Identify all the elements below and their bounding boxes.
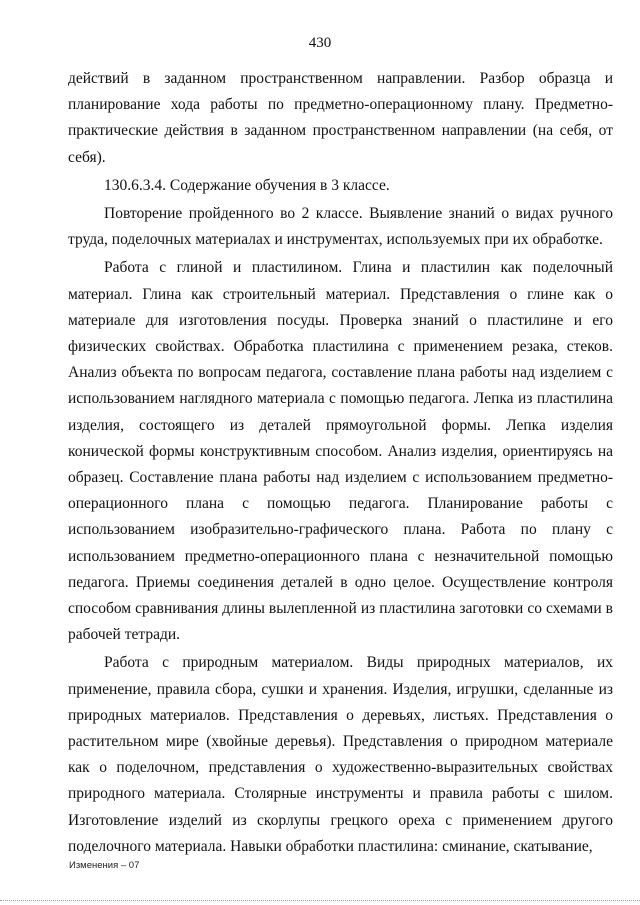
paragraph-natural-material: Работа с природным материалом. Виды природных материалов, их применение, правила сбора, сушки и хранения. Изделия, игрушки, сделанные из природных материалов. Представления о деревьях, листьях. Представления о растительном мире (хвойные деревья). Представления о природном материале как о поделочном, представления о художественно-выразительных свойствах природного материала. Столярные инструменты и правила работы с шилом. Изготовление изделий из скорлупы грецкого ореха с применением другого поделочного материала. Навыки обработки пластилина: сминание, скатывание, — [68, 654, 613, 855]
paragraph-continuation: действий в заданном пространственном направлении. Разбор образца и планирование хода работы по предметно-операционному плану. Предметно-практические действия в заданном пространственном направлении (на себя, от себя). — [68, 70, 613, 166]
footer-note: Изменения – 07 — [69, 860, 140, 871]
paragraph-clay-plasticine: Работа с глиной и пластилином. Глина и пластилин как поделочный материал. Глина как строительный материал. Представления о глине как о материале для изготовления посуды. Проверка знаний о пластилине и его физических свойствах. Обработка пластилина с применением резака, стеков. Анализ объекта по вопросам педагога, составление плана работы над изделием с использованием наглядного материала с помощью педагога. Лепка из пластилина изделия, состоящего из деталей прямоугольной формы. Лепка изделия конической формы конструктивным способом. Анализ изделия, ориентируясь на образец. Составление плана работы над изделием с использованием предметно-операционного плана с помощью педагога. Планирование работы с использованием изобразительно-графического плана. Работа по плану с использованием предметно-операционного плана с незначительной помощью педагога. Приемы соединения деталей в одно целое. Осуществление контроля способом сравнивания длины вылепленной из пластилина заготовки со схемами в рабочей тетради. — [68, 259, 613, 644]
page-bottom-edge — [0, 900, 640, 902]
document-body — [68, 66, 613, 860]
page-number: 430 — [308, 35, 332, 51]
section-heading: 130.6.3.4. Содержание обучения в 3 классе. — [104, 176, 390, 194]
paragraph-review: Повторение пройденного во 2 классе. Выявление знаний о видах ручного труда, поделочных материалах и инструментах, используемых при их обработке. — [68, 205, 613, 249]
